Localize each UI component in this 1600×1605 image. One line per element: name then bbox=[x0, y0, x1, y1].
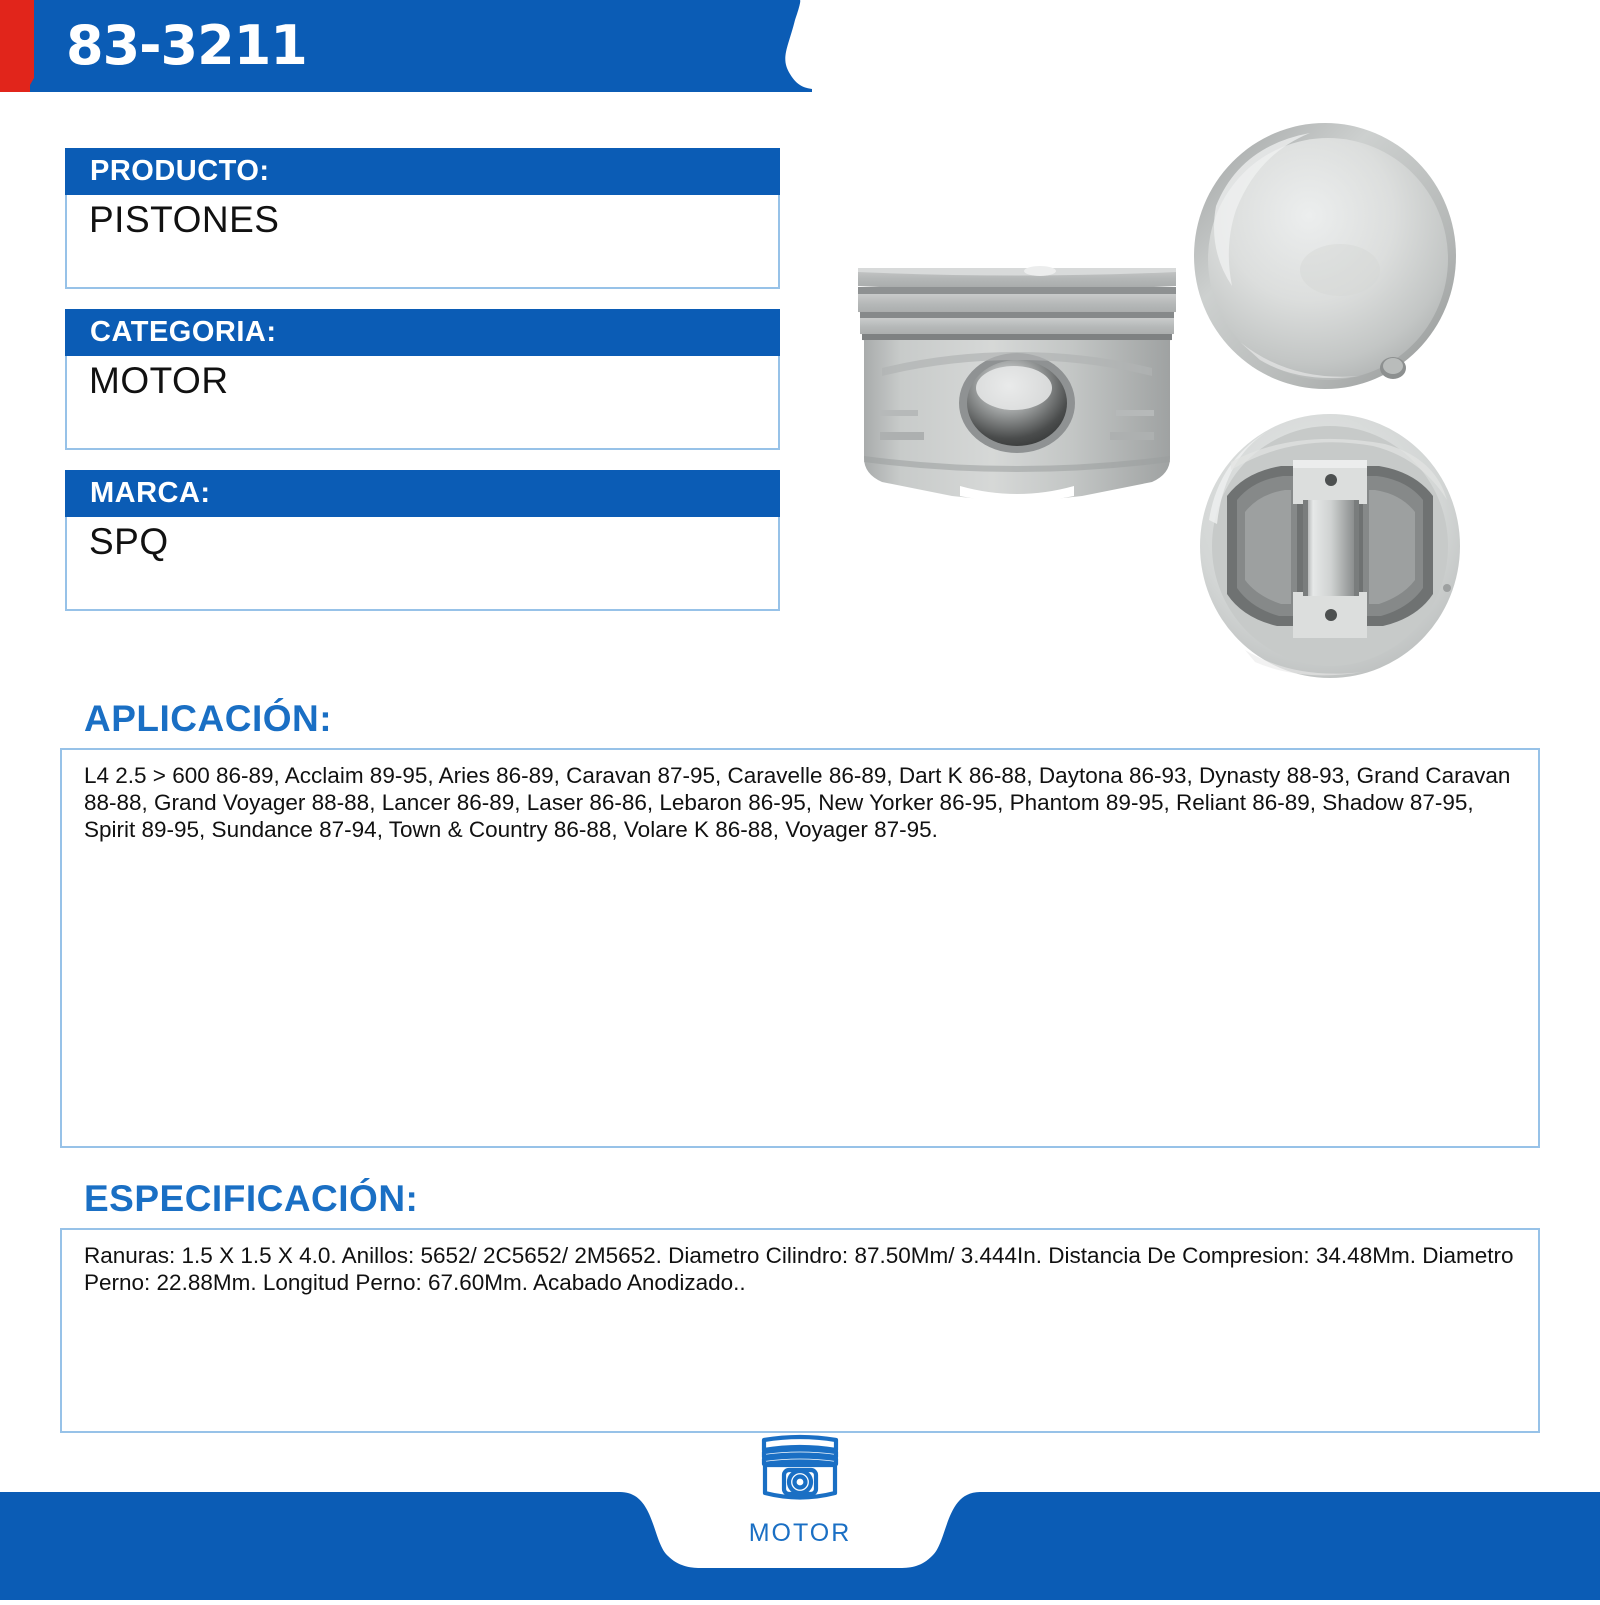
field-marca-value: SPQ bbox=[89, 521, 169, 562]
field-marca-label: MARCA: bbox=[65, 470, 780, 517]
piston-crown-top-view-image bbox=[1180, 110, 1470, 400]
especificacion-section bbox=[60, 1178, 1540, 1433]
page-header bbox=[0, 0, 1600, 92]
footer-label: MOTOR bbox=[748, 1519, 852, 1547]
field-categoria-value: MOTOR bbox=[89, 360, 229, 401]
product-info-fields bbox=[65, 148, 780, 631]
piston-icon bbox=[750, 1430, 850, 1517]
especificacion-text: Ranuras: 1.5 X 1.5 X 4.0. Anillos: 5652/ 2C5652/ 2M5652. Diametro Cilindro: 87.50Mm/ 3.444In. Distancia De Compresion: 34.48Mm. Diametro Perno: 22.88Mm. Longitud Perno: 67.60Mm. Acabado Anodizado.. bbox=[84, 1243, 1514, 1295]
aplicacion-title: APLICACIÓN: bbox=[84, 698, 333, 739]
aplicacion-box bbox=[60, 748, 1540, 1148]
product-images bbox=[830, 100, 1550, 700]
page-title: 83-3211 bbox=[66, 14, 307, 77]
field-producto-value: PISTONES bbox=[89, 199, 280, 240]
field-categoria-value-box bbox=[65, 356, 780, 450]
field-marca bbox=[65, 470, 780, 611]
especificacion-box bbox=[60, 1228, 1540, 1433]
page-footer bbox=[0, 1430, 1600, 1600]
field-producto-value-box bbox=[65, 195, 780, 289]
especificacion-title: ESPECIFICACIÓN: bbox=[84, 1178, 419, 1219]
aplicacion-section bbox=[60, 698, 1540, 1148]
field-categoria bbox=[65, 309, 780, 450]
field-marca-value-box bbox=[65, 517, 780, 611]
piston-underside-view-image bbox=[1185, 400, 1475, 690]
piston-side-view-image bbox=[852, 260, 1182, 510]
field-producto-label: PRODUCTO: bbox=[65, 148, 780, 195]
aplicacion-text: L4 2.5 > 600 86-89, Acclaim 89-95, Aries 86-89, Caravan 87-95, Caravelle 86-89, Dart K 86-88, Daytona 86-93, Dynasty 88-93, Grand Caravan 88-88, Grand Voyager 88-88, Lancer 86-89, Laser 86-86, Lebaron 86-95, New Yorker 86-95, Phantom 89-95, Reliant 86-89, Shadow 87-95, Spirit 89-95, Sundance 87-94, Town & Country 86-88, Volare K 86-88, Voyager 87-95. bbox=[84, 763, 1511, 842]
field-categoria-label: CATEGORIA: bbox=[65, 309, 780, 356]
field-producto bbox=[65, 148, 780, 289]
footer-brand bbox=[0, 1430, 1600, 1548]
